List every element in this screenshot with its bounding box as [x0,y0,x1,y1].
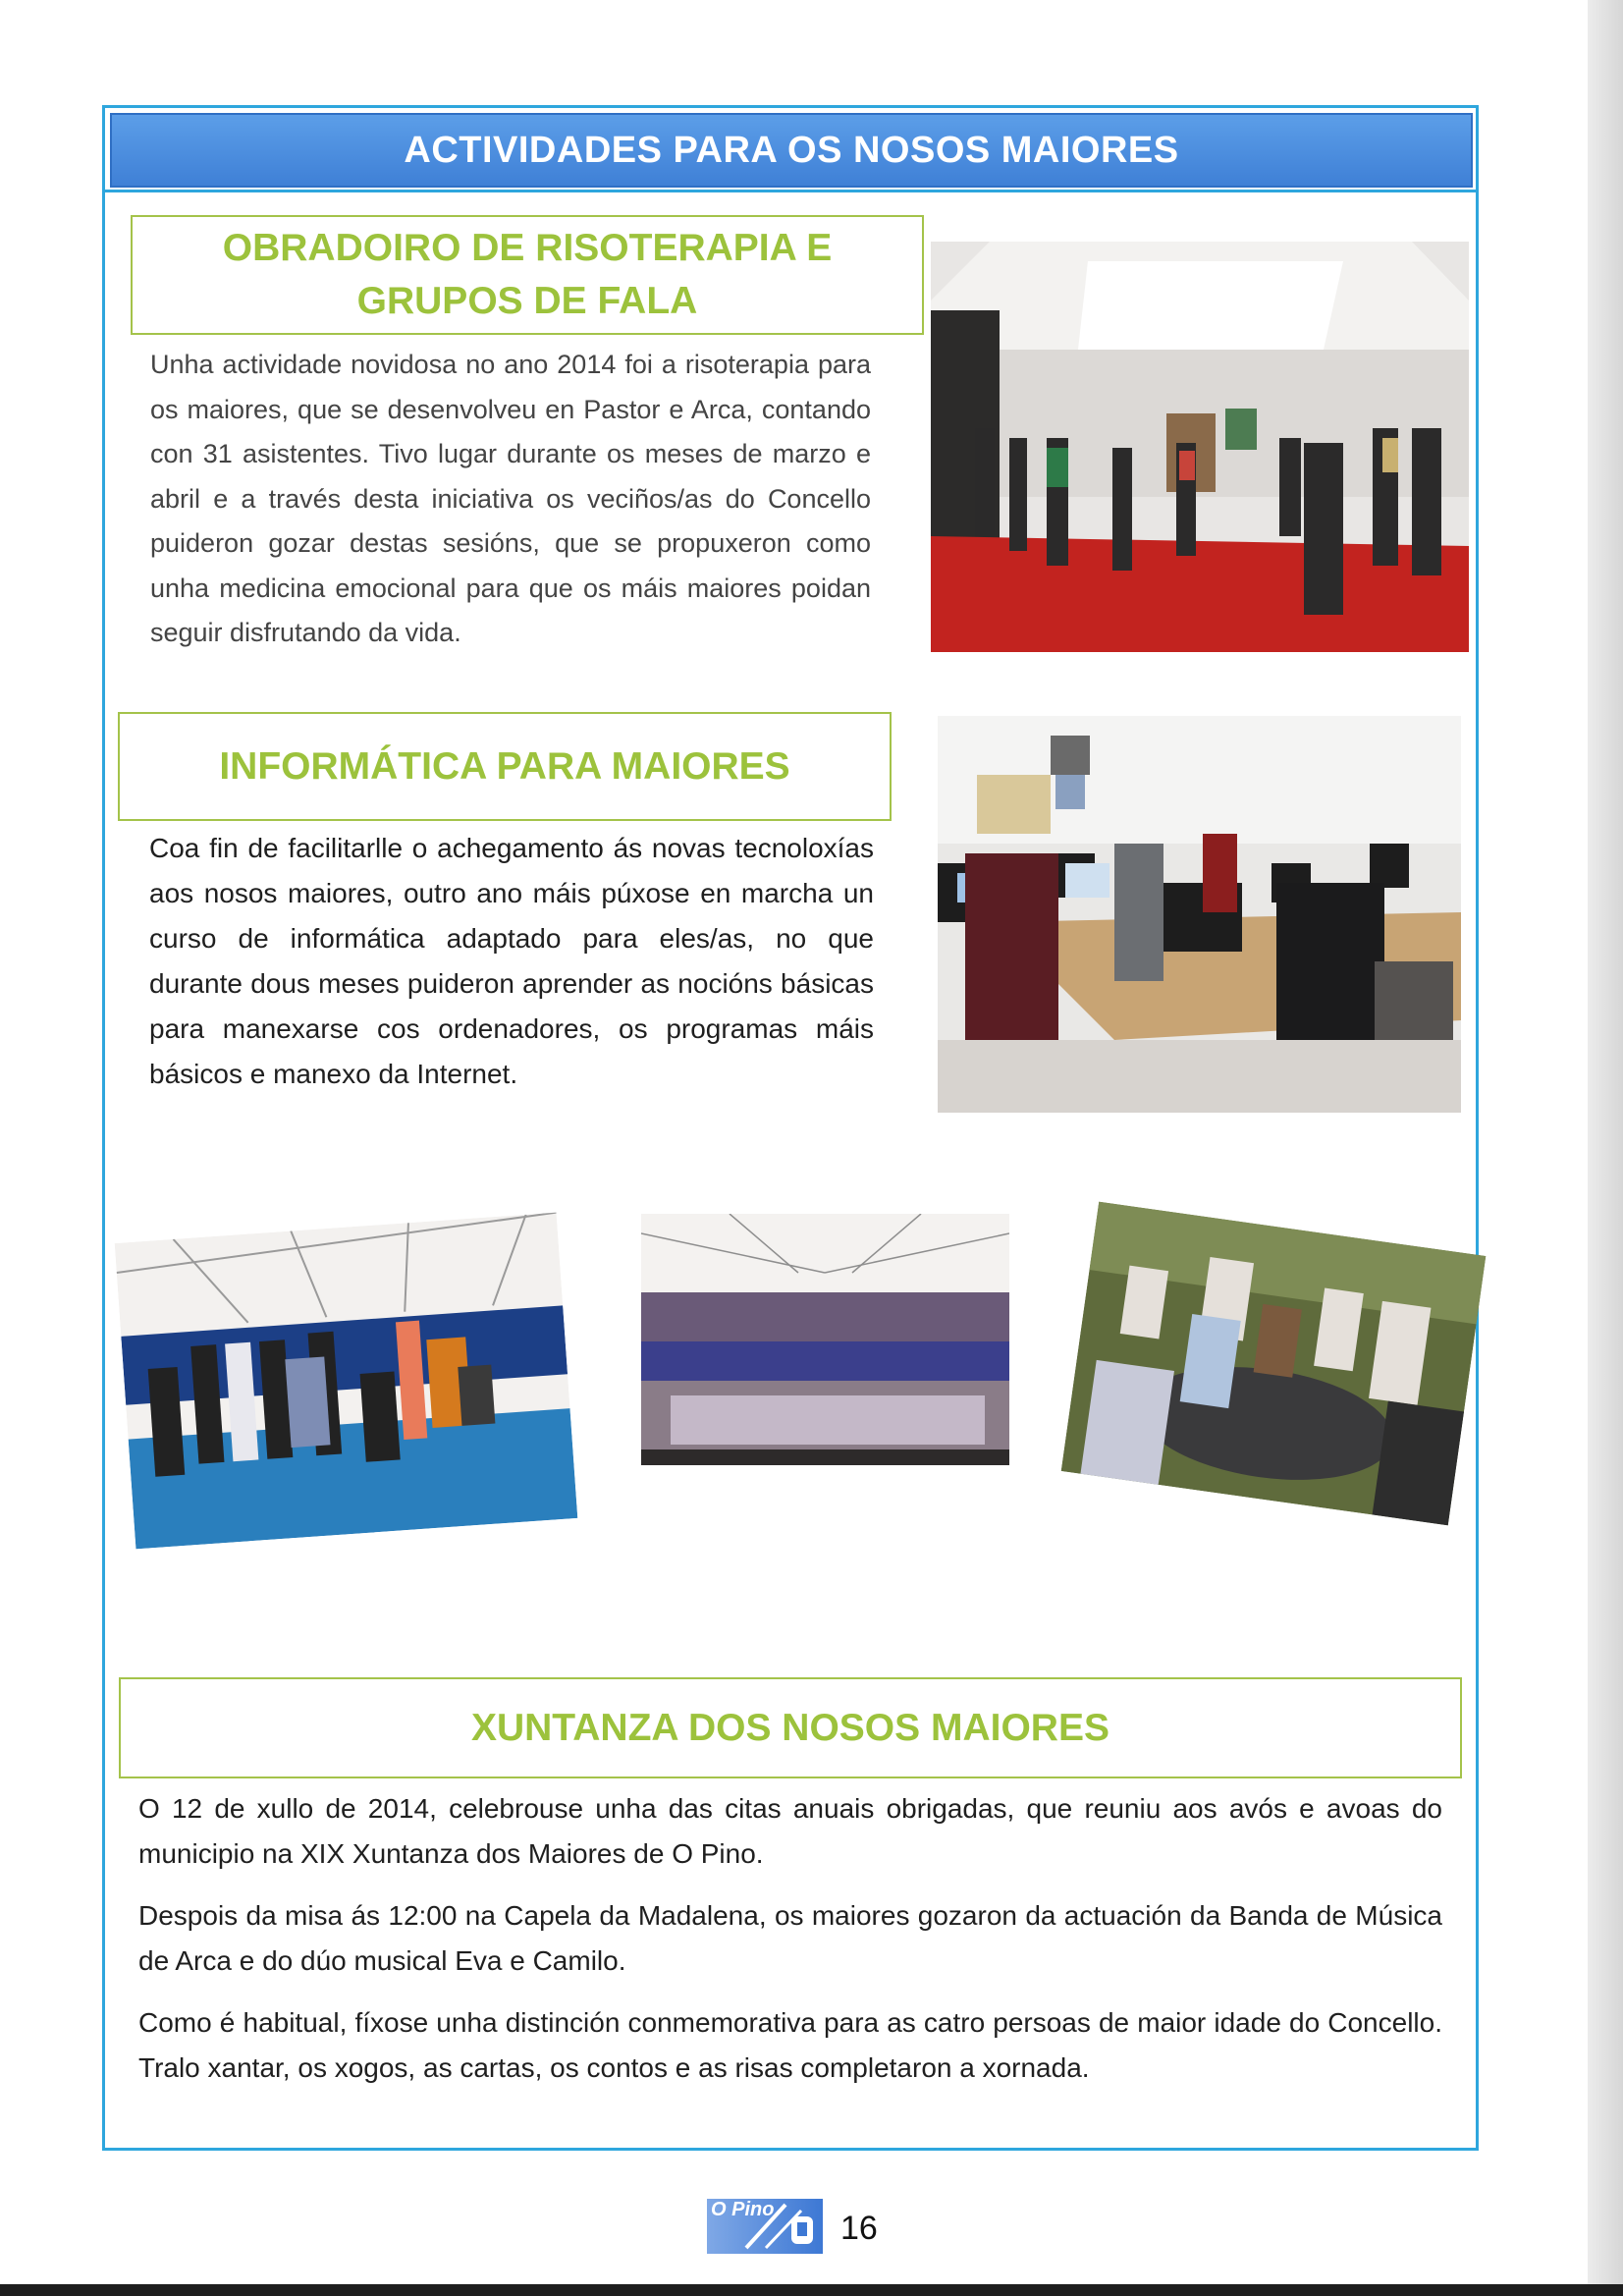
section-title-xuntanza: XUNTANZA DOS NOSOS MAIORES [119,1677,1462,1778]
section-body-xuntanza-paragraph: Como é habitual, fíxose unha distinción conmemorativa para as catro persoas de maior idade do Concello. Tralo xantar, os xogos, as cartas, os contos e as risas completaron a xornada. [138,2007,1442,2083]
banner-underline [102,190,1479,192]
photo-homenaxe [115,1213,578,1550]
photo-xantar [641,1214,1009,1465]
photo-informatica [938,716,1461,1113]
page-edge-shadow [1588,0,1623,2296]
section-title-informatica: INFORMÁTICA PARA MAIORES [118,712,892,821]
logo-text: O Pino [711,2199,775,2220]
section-body-risoterapia: Unha actividade novidosa no ano 2014 foi a risoterapia para os maiores, que se desenvolveu en Pastor e Arca, contando con 31 asistentes. Tivo lugar durante os meses de marzo e abril e a través desta iniciativa os veciños/as do Concello puideron gozar destas sesións, que se propuxeron como unha medicina emocional para que os máis maiores poidan seguir disfrutando da vida. [150,350,871,647]
section-body-xuntanza-paragraph: O 12 de xullo de 2014, celebrouse unha das citas anuais obrigadas, que reuniu aos avós e avoas do municipio na XIX Xuntanza dos Maiores de O Pino. [138,1793,1442,1869]
page-title: ACTIVIDADES PARA OS NOSOS MAIORES [110,113,1473,188]
section-body-informatica: Coa fin de facilitarlle o achegamento ás novas tecnoloxías aos nosos maiores, outro ano máis púxose en marcha un curso de informática adaptado para eles/as, no que durante dous meses puideron aprender as nocións básicas para manexarse cos ordenadores, os programas máis básicos e manexo da Internet. [149,833,874,1089]
section-title-line: OBRADOIRO DE RISOTERAPIA E [222,227,833,269]
section-title-risoterapia [131,215,924,335]
section-title-line: GRUPOS DE FALA [356,280,698,322]
section-body-xuntanza-paragraph: Despois da misa ás 12:00 na Capela da Madalena, os maiores gozaron da actuación da Banda de Música de Arca e do dúo musical Eva e Camilo. [138,1900,1442,1976]
scan-bottom-strip [0,2284,1623,2296]
concello-logo [707,2199,823,2254]
photo-risoterapia [931,242,1469,652]
photo-xogos-cartas [1061,1202,1487,1526]
page-number: 16 [840,2210,878,2247]
